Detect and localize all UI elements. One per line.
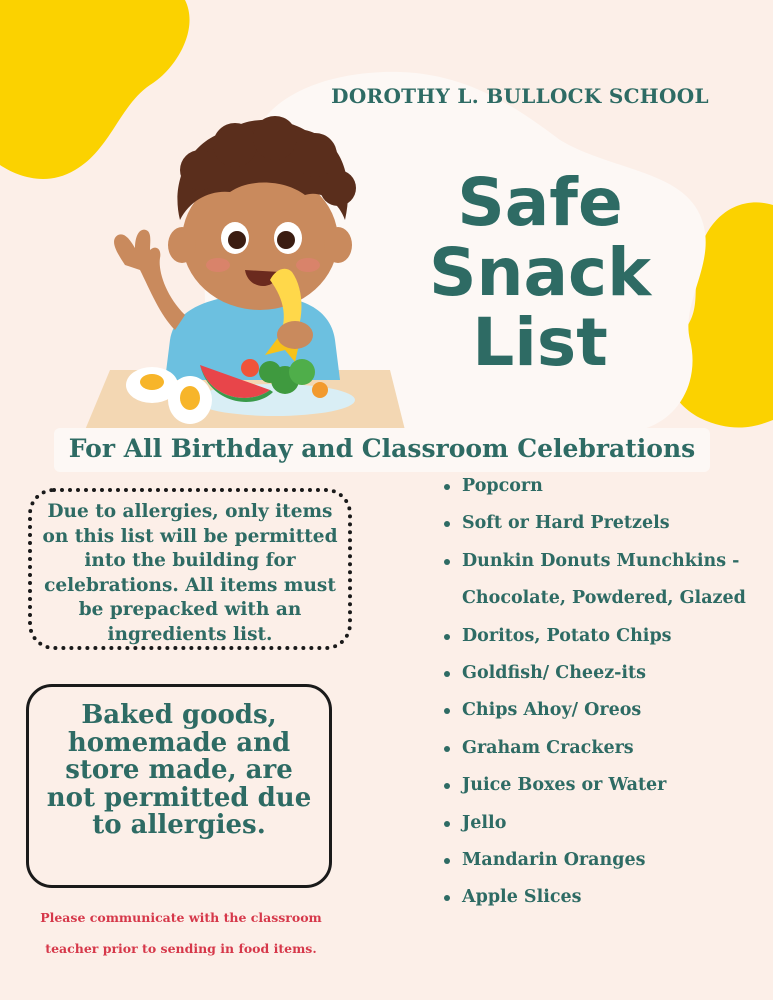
list-item: Popcorn [440, 468, 760, 505]
right-hand [277, 321, 313, 349]
subtitle: For All Birthday and Classroom Celebrations [68, 434, 696, 463]
egg-yolk [140, 374, 164, 390]
list-item: Juice Boxes or Water [440, 767, 760, 804]
list-item: Chips Ahoy/ Oreos [440, 692, 760, 729]
hair-curl [253, 116, 297, 160]
list-item: Dunkin Donuts Munchkins - Chocolate, Powdered, Glazed [440, 543, 760, 618]
title-line-1: Safe [457, 164, 623, 241]
left-cheek [206, 258, 230, 272]
egg-yolk [180, 386, 200, 410]
list-item: Soft or Hard Pretzels [440, 505, 760, 542]
hair-curl [213, 123, 257, 167]
page-title [410, 164, 670, 381]
tomato [241, 359, 259, 377]
left-pupil [228, 231, 246, 249]
kid-eating-banana-illustration [80, 100, 420, 430]
broccoli [289, 359, 315, 385]
baked-goods-notice: Baked goods, homemade and store made, are not permitted due to allergies. [46, 700, 312, 840]
list-item: Goldfish/ Cheez-its [440, 655, 760, 692]
right-cheek [296, 258, 320, 272]
title-line-2: Snack [428, 234, 652, 311]
hair-curl [320, 170, 356, 206]
list-item: Graham Crackers [440, 730, 760, 767]
list-item: Mandarin Oranges [440, 842, 760, 879]
hair-curl [293, 133, 337, 177]
list-item: Apple Slices [440, 879, 760, 916]
title-line-3: List [472, 304, 608, 381]
right-ear [324, 227, 352, 263]
list-item: Jello [440, 805, 760, 842]
hair-curl [180, 150, 220, 190]
broccoli [259, 361, 281, 383]
list-item: Doritos, Potato Chips [440, 618, 760, 655]
left-ear [168, 227, 196, 263]
communicate-note: Please communicate with the classroom teacher prior to sending in food items. [40, 910, 322, 956]
snack-list [440, 468, 760, 917]
school-name: DOROTHY L. BULLOCK SCHOOL [331, 84, 709, 108]
allergy-notice: Due to allergies, only items on this list will be permitted into the building for celebrations. All items must be prepacked with an ingredients list. [42, 501, 338, 645]
carrot [312, 382, 328, 398]
right-pupil [277, 231, 295, 249]
